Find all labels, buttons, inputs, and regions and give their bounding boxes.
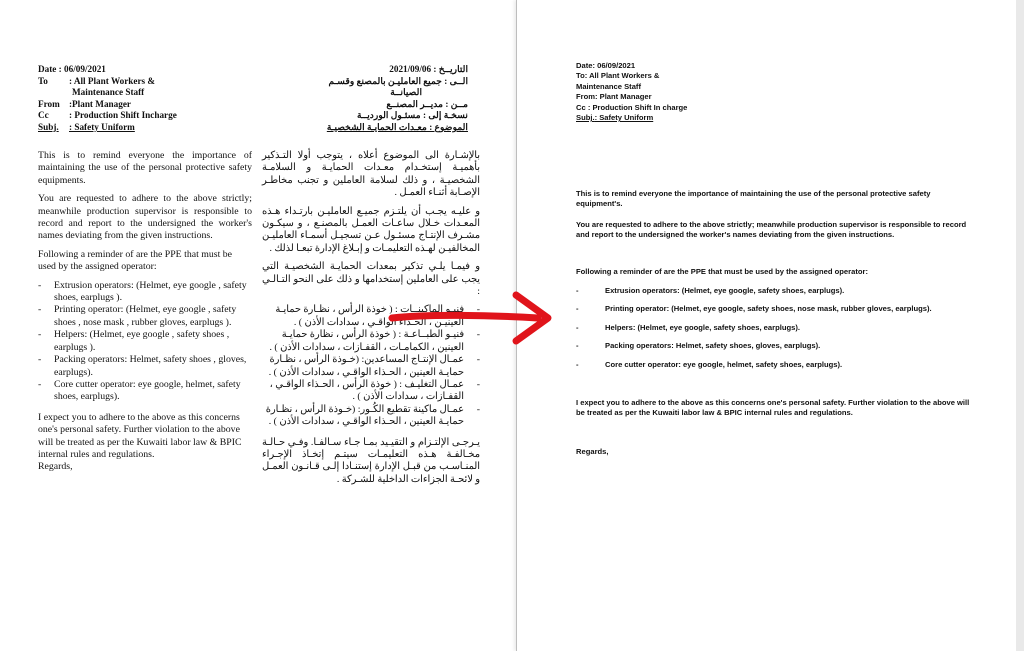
paragraph-ppe-intro-typed: Following a reminder of are the PPE that must be used by the assigned operator: bbox=[576, 267, 868, 276]
cc-value: : Production Shift Incharge bbox=[69, 110, 177, 121]
to-ar-line2: الصيانــة bbox=[390, 87, 422, 98]
paragraph-reminder-typed: This is to remind everyone the importance of maintaining the use of the personal protective safety equipment's. bbox=[576, 189, 931, 209]
ppe-list bbox=[38, 280, 252, 404]
to-typed: To: All Plant Workers & bbox=[576, 71, 660, 81]
list-item: - Extrusion operators: (Helmet, eye google , safety shoes, earplugs ). bbox=[38, 280, 252, 305]
list-item: - Helpers: (Helmet, eye google , safety shoes , earplugs ). bbox=[38, 329, 252, 354]
paragraph-expectation-ar: يـرجـى الإلتـزام و التقيـيد بمـا جـاء سـالفـا. وفـي حـالـة مخـالفـة هـذه التعليمـات سيتـم إتخـاذ الإجـراء المنـاسـب من قبـل الإدارة إستنـادا إلـى قـانـون العمـل و لائحـة الجزاءات الداخلية للشـركة . bbox=[262, 436, 480, 485]
page-edge-shadow bbox=[1016, 0, 1024, 651]
paragraph-ppe-intro-ar: و فيمـا يلـي تذكير بمعدات الحمايـة الشخصيـة التي يجب على العاملين إستخدامها و ذلك على النحو التـالـي : bbox=[262, 261, 480, 298]
arrow-right-icon bbox=[388, 287, 558, 347]
list-item: - Helpers: (Helmet, eye google, safety shoes, earplugs). bbox=[576, 323, 986, 341]
list-item: - Extrusion operators: (Helmet, eye google, safety shoes, earplugs). bbox=[576, 286, 986, 304]
paragraph-adhere: You are requested to adhere to the above strictly; meanwhile production supervisor is responsible to record and report to the undersigned the worker's names deviating from the given instructions. bbox=[38, 193, 252, 242]
paragraph-reminder-ar: بالإشـارة الى الموضوع أعلاه ، يتوجب أولا التـذكير بأهميـة إستخـدام معـدات الحمايـة و السلامـة الشخصيـة ، و ذلك لسلامة العاملين و تجنب مخاطـر الإصـابة أثنـاء العمـل . bbox=[262, 150, 480, 199]
list-item: - عمـال ماكينة تقطيع الكُـور: (خـوذة الرأس ، نظـارة حمايـة العينين ، الحـذاء الواقـي ، سدادات الأذن ) . bbox=[262, 404, 480, 429]
cc-typed: Cc : Production Shift In charge bbox=[576, 102, 688, 112]
memo-body-en bbox=[38, 150, 252, 480]
list-item: - Core cutter operator: eye google, helmet, safety shoes, earplugs). bbox=[576, 360, 986, 378]
to-value: : All Plant Workers & bbox=[69, 75, 156, 86]
memo-header-typed bbox=[576, 61, 687, 123]
subject-ar: الموضوع : معـدات الحمايـة الشخصيـة bbox=[326, 121, 468, 132]
list-item: - عمـال الإنتـاج المساعدين: (خـوذة الرأس ، نظـارة حمايـة العينين ، الحـذاء الواقـي ، سدادات الأذن ) . bbox=[262, 354, 480, 379]
date-typed: Date: 06/09/2021 bbox=[576, 61, 636, 70]
list-item: - عمـال التغليـف : ( خوذة الرأس ، الحـذاء الواقـي ، القفـازات ، سدادات الأذن ) . bbox=[262, 379, 480, 404]
cc-label: Cc bbox=[38, 110, 49, 121]
memo-header-ar bbox=[300, 64, 468, 134]
to-label: To bbox=[38, 75, 48, 86]
paragraph-expectation-typed: I expect you to adhere to the above as this concerns one's personal safety. Further violation to the above will be treated as per the Kuwaiti labor law & BPIC internal rules and regulations. bbox=[576, 398, 970, 418]
signoff-typed: Regards, bbox=[576, 447, 609, 456]
paragraph-ppe-intro: Following a reminder of are the PPE that must be used by the assigned operator: bbox=[38, 248, 232, 273]
to-ar: الــى : جميع العامليـن بالمصنع وقسـم bbox=[328, 75, 468, 86]
from-label: From bbox=[38, 98, 60, 109]
memo-header-en bbox=[38, 64, 177, 134]
from-ar: مــن : مديــر المصنــع bbox=[386, 98, 468, 109]
to-typed-line2: Maintenance Staff bbox=[576, 81, 641, 91]
date-value: 06/09/2021 bbox=[64, 64, 106, 74]
paragraph-expectation: I expect you to adhere to the above as this concerns one's personal safety. Further violation to the above will be treated as per the Kuwaiti labor law & BPIC internal rules and regulations. bbox=[38, 411, 242, 460]
cc-ar: نسخـة إلى : مسئـول الورديــة bbox=[356, 110, 468, 121]
subject-label-typed: Subj. bbox=[576, 113, 595, 123]
arrow-shaft bbox=[392, 315, 538, 318]
paragraph-adhere-typed: You are requested to adhere to the above strictly; meanwhile production supervisor is responsible to record and report to the undersigned the worker's names deviating from the given instructions. bbox=[576, 220, 967, 240]
list-item: - Packing operators: Helmet, safety shoes, gloves, earplugs). bbox=[576, 341, 986, 359]
list-item: - Core cutter operator: eye google, helmet, safety shoes, earplugs). bbox=[38, 379, 252, 404]
from-value: :Plant Manager bbox=[69, 98, 132, 109]
subject-label: Subj. bbox=[38, 121, 59, 132]
list-item: - فنيـو الماكينــات : ( خوذة الرأس ، نظـارة حمايـة العينيـن ، الحـذاء الواقـي ، سدادات الأذن ) . bbox=[262, 304, 480, 329]
list-item: - Printing operator: (Helmet, eye google, safety shoes, nose mask, rubber gloves, earplugs). bbox=[576, 304, 986, 322]
date-ar: التاريــخ : 2021/09/06 bbox=[389, 64, 468, 74]
date-label: Date : bbox=[38, 64, 62, 74]
from-typed: From: Plant Manager bbox=[576, 92, 652, 102]
list-item: - فنيـو الطبــاعـة : ( خوذة الرأس ، نظارة حمايـة العينين ، الكمامـات ، القفـازات ، سدادات الأذن ) . bbox=[262, 329, 480, 354]
paragraph-reminder: This is to remind everyone the importance of maintaining the use of the personal protective safety equipments. bbox=[38, 150, 252, 186]
subject-value-typed: : Safety Uniform bbox=[594, 113, 654, 123]
list-item: - Packing operators: Helmet, safety shoes , gloves, earplugs). bbox=[38, 354, 252, 379]
signoff: Regards, bbox=[38, 461, 73, 473]
to-value-line2: Maintenance Staff bbox=[72, 87, 145, 98]
ppe-list-typed bbox=[576, 286, 986, 378]
paragraph-adhere-ar: و عليـه يجـب أن يلتـزم جميـع العامليـن بارتـداء هـذه المعـدات خـلال ساعـات العمـل بالمصنـع ، و سيكـون مشـرف الإنتـاج مسئـول عـن تسجيـل أسمـاء العامليـن المخالفيـن لهـذه التعليمـات و إبـلاغ الإدارة تبعـا لذلك . bbox=[262, 205, 480, 254]
subject-value: : Safety Uniform bbox=[69, 121, 135, 132]
list-item: - Printing operator: (Helmet, eye google , safety shoes , nose mask , rubber gloves, earplugs ). bbox=[38, 304, 252, 329]
